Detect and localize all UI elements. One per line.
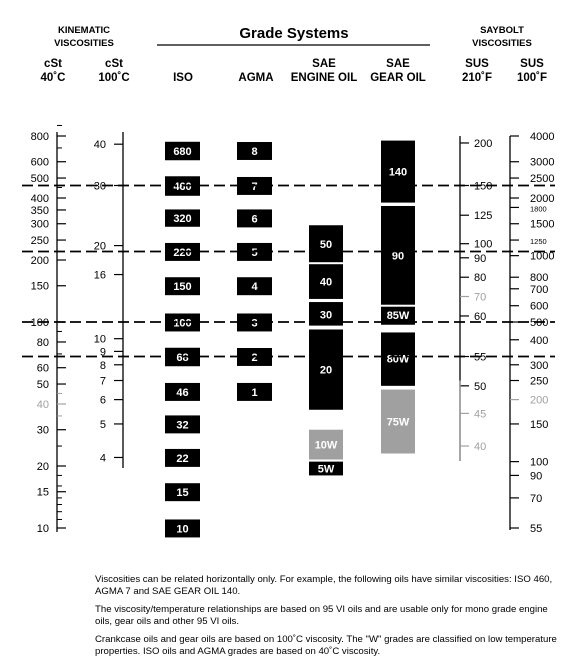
sae-engine-separator: [309, 326, 343, 328]
iso-bar-label-100: 100: [173, 317, 192, 330]
sus210-tick-label: 100: [474, 238, 493, 251]
col-sus210-line1: SUS: [465, 58, 489, 70]
iso-bar-label-320: 320: [173, 213, 192, 226]
note-3: Crankcase oils and gear oils are based on 100˚C viscosity. The "W" grades are classified on low temperature properties. ISO oils and AGMA grades are based on 40˚C viscosity.: [95, 634, 557, 657]
col-sus100-line1: SUS: [520, 58, 544, 70]
sus210-tick-label: 80: [474, 272, 487, 285]
col-agma-label: AGMA: [238, 72, 274, 84]
sae_engine-bar-label-40: 40: [319, 276, 333, 289]
col-iso-label: ISO: [173, 72, 193, 84]
iso-bar-label-68: 68: [176, 351, 189, 364]
sus100-tick-label: 500: [530, 317, 549, 330]
cst100-tick-label: 30: [93, 180, 106, 193]
cst40-tick-label: 150: [30, 280, 49, 293]
cst40-tick-label: 60: [36, 362, 49, 375]
sus100-tick-label: 55: [530, 523, 543, 535]
col-sus210-line2: 210˚F: [461, 72, 493, 84]
notes: [95, 574, 565, 664]
cst100-tick-label: 7: [99, 375, 106, 388]
agma-bar-label-2: 2: [251, 351, 258, 364]
cst40-tick-label: 30: [36, 424, 49, 437]
sus100-tick-label: 250: [530, 375, 549, 388]
sus100-tick-label: 3000: [530, 156, 555, 169]
grade-bars-layer: [165, 141, 415, 538]
sus100-tick-label: 2500: [530, 173, 555, 186]
col-sae-engine-line2: ENGINE OIL: [290, 72, 358, 84]
sus100-tick-label: 600: [530, 300, 549, 313]
sus210-tick-label: 90: [474, 252, 487, 265]
cst40-tick-label: 300: [30, 218, 49, 231]
cst40-tick-label: 500: [30, 173, 49, 186]
cst100-tick-label: 4: [99, 452, 106, 465]
sus100-tick-label: 700: [530, 283, 549, 296]
col-cst40-line1: cSt: [44, 58, 62, 70]
sus100-tick-label: 2000: [530, 193, 555, 206]
kinematic-heading-line1: KINEMATIC: [57, 25, 111, 36]
sae_engine-bar-label-20: 20: [319, 364, 333, 377]
sus210-tick-label: 50: [474, 380, 487, 393]
sus100-tick-label: 100: [530, 456, 549, 469]
sus100-tick-label: 1250: [530, 237, 547, 247]
cst40-tick-label: 15: [36, 486, 49, 499]
sae_gear-bar-label-140: 140: [388, 166, 408, 179]
sae-gear-separator: [381, 204, 415, 206]
note-1: Viscosities can be related horizontally only. For example, the following oils have similar viscosities: ISO 460, AGMA 7 and SAE GEAR OIL 140.: [95, 574, 553, 597]
sae-gear-separator: [381, 305, 415, 307]
cst40-tick-label: 10: [36, 523, 49, 535]
kinematic-heading-line2: VISCOSITIES: [54, 38, 114, 49]
cst40-tick-label: 350: [30, 204, 49, 217]
sus210-tick-label: 55: [474, 351, 487, 364]
col-sae-gear-line2: GEAR OIL: [370, 72, 426, 84]
sae_gear-bar-label-90: 90: [391, 250, 405, 263]
sus210-tick-label: 200: [474, 137, 493, 150]
col-cst100-line2: 100˚C: [98, 72, 130, 84]
sae-gear-separator: [381, 330, 415, 332]
cst100-tick-label: 40: [93, 139, 106, 152]
agma-bar-label-5: 5: [251, 246, 258, 259]
iso-bar-label-460: 460: [173, 181, 192, 194]
col-cst40-line2: 40˚C: [40, 72, 66, 84]
cst40-tick-label: 50: [36, 379, 49, 392]
saybolt-heading-line1: SAYBOLT: [480, 25, 524, 36]
sus210-tick-label: 60: [474, 310, 487, 323]
sae-engine-separator: [309, 299, 343, 301]
agma-bar-label-8: 8: [251, 145, 258, 158]
sae_gear-bar-label-85W: 85W: [386, 310, 410, 323]
sus210-tick-label: 40: [474, 441, 487, 454]
sus100-tick-label: 1800: [530, 204, 547, 214]
sus210-tick-label: 70: [474, 291, 487, 304]
sae_engine-bar-label-50: 50: [319, 239, 333, 252]
cst40-tick-label: 100: [30, 317, 49, 330]
iso-bar-label-680: 680: [173, 146, 192, 159]
iso-bar-label-46: 46: [176, 386, 189, 399]
saybolt-heading-line2: VISCOSITIES: [472, 38, 532, 49]
iso-bar-label-15: 15: [176, 487, 189, 500]
sus100-tick-label: 400: [530, 334, 549, 347]
sus100-tick-label: 70: [530, 492, 543, 505]
sus100-tick-label: 300: [530, 359, 549, 372]
col-sae-engine-line1: SAE: [312, 58, 336, 70]
sus210-tick-label: 125: [474, 210, 493, 223]
sus100-tick-label: 200: [530, 394, 549, 407]
agma-bar-label-7: 7: [251, 180, 258, 193]
agma-bar-label-6: 6: [251, 213, 258, 226]
cst100-tick-label: 16: [93, 269, 106, 282]
agma-bar-label-4: 4: [251, 281, 258, 294]
sus100-tick-label: 4000: [530, 131, 555, 143]
iso-bar-label-150: 150: [173, 281, 192, 294]
cst40-tick-label: 250: [30, 235, 49, 248]
cst40-tick-label: 800: [30, 131, 49, 143]
sae_engine-bar-label-5W: 5W: [317, 463, 335, 476]
cst100-tick-label: 9: [99, 346, 106, 359]
cst100-tick-label: 5: [99, 418, 106, 431]
agma-bar-label-3: 3: [251, 317, 258, 330]
cst40-tick-label: 80: [36, 336, 49, 349]
sus100-tick-label: 800: [530, 272, 549, 285]
iso-bar-label-22: 22: [176, 452, 189, 465]
sus210-tick-label: 45: [474, 408, 487, 421]
sus100-tick-label: 150: [530, 418, 549, 431]
cst100-tick-label: 10: [93, 333, 106, 346]
note-2: The viscosity/temperature relationships are based on 95 VI oils and are usable only for mono grade engine oils, gear oils and other 95 VI oils.: [95, 604, 548, 627]
sus100-tick-label: 90: [530, 470, 543, 483]
col-cst100-line1: cSt: [105, 58, 123, 70]
iso-bar-label-32: 32: [176, 419, 189, 432]
sae_engine-bar-label-30: 30: [319, 309, 333, 322]
iso-bar-label-10: 10: [176, 523, 189, 536]
cst40-tick-label: 200: [30, 255, 49, 268]
grade-systems-heading: Grade Systems: [239, 25, 349, 42]
axes-layer: [31, 125, 555, 535]
sae-engine-separator: [309, 262, 343, 264]
cst40-tick-label: 20: [36, 460, 49, 473]
agma-bar-label-1: 1: [251, 386, 258, 399]
cst40-tick-label: 400: [30, 193, 49, 206]
cst100-tick-label: 8: [99, 359, 106, 372]
sae_gear-bar-label-75W: 75W: [386, 416, 410, 429]
sae_engine-bar-label-10W: 10W: [314, 439, 338, 452]
cst40-tick-label: 600: [30, 156, 49, 169]
sus210-tick-label: 150: [474, 180, 493, 193]
sae_gear-bar-label-80W: 80W: [386, 353, 410, 366]
cst100-tick-label: 20: [93, 240, 106, 253]
sus100-tick-label: 1000: [530, 250, 555, 263]
sus100-tick-label: 1500: [530, 218, 555, 231]
col-sus100-line2: 100˚F: [516, 72, 548, 84]
col-sae-gear-line1: SAE: [386, 58, 410, 70]
cst40-tick-label: 40: [36, 398, 49, 411]
cst100-tick-label: 6: [99, 394, 106, 407]
iso-bar-label-220: 220: [173, 246, 192, 259]
